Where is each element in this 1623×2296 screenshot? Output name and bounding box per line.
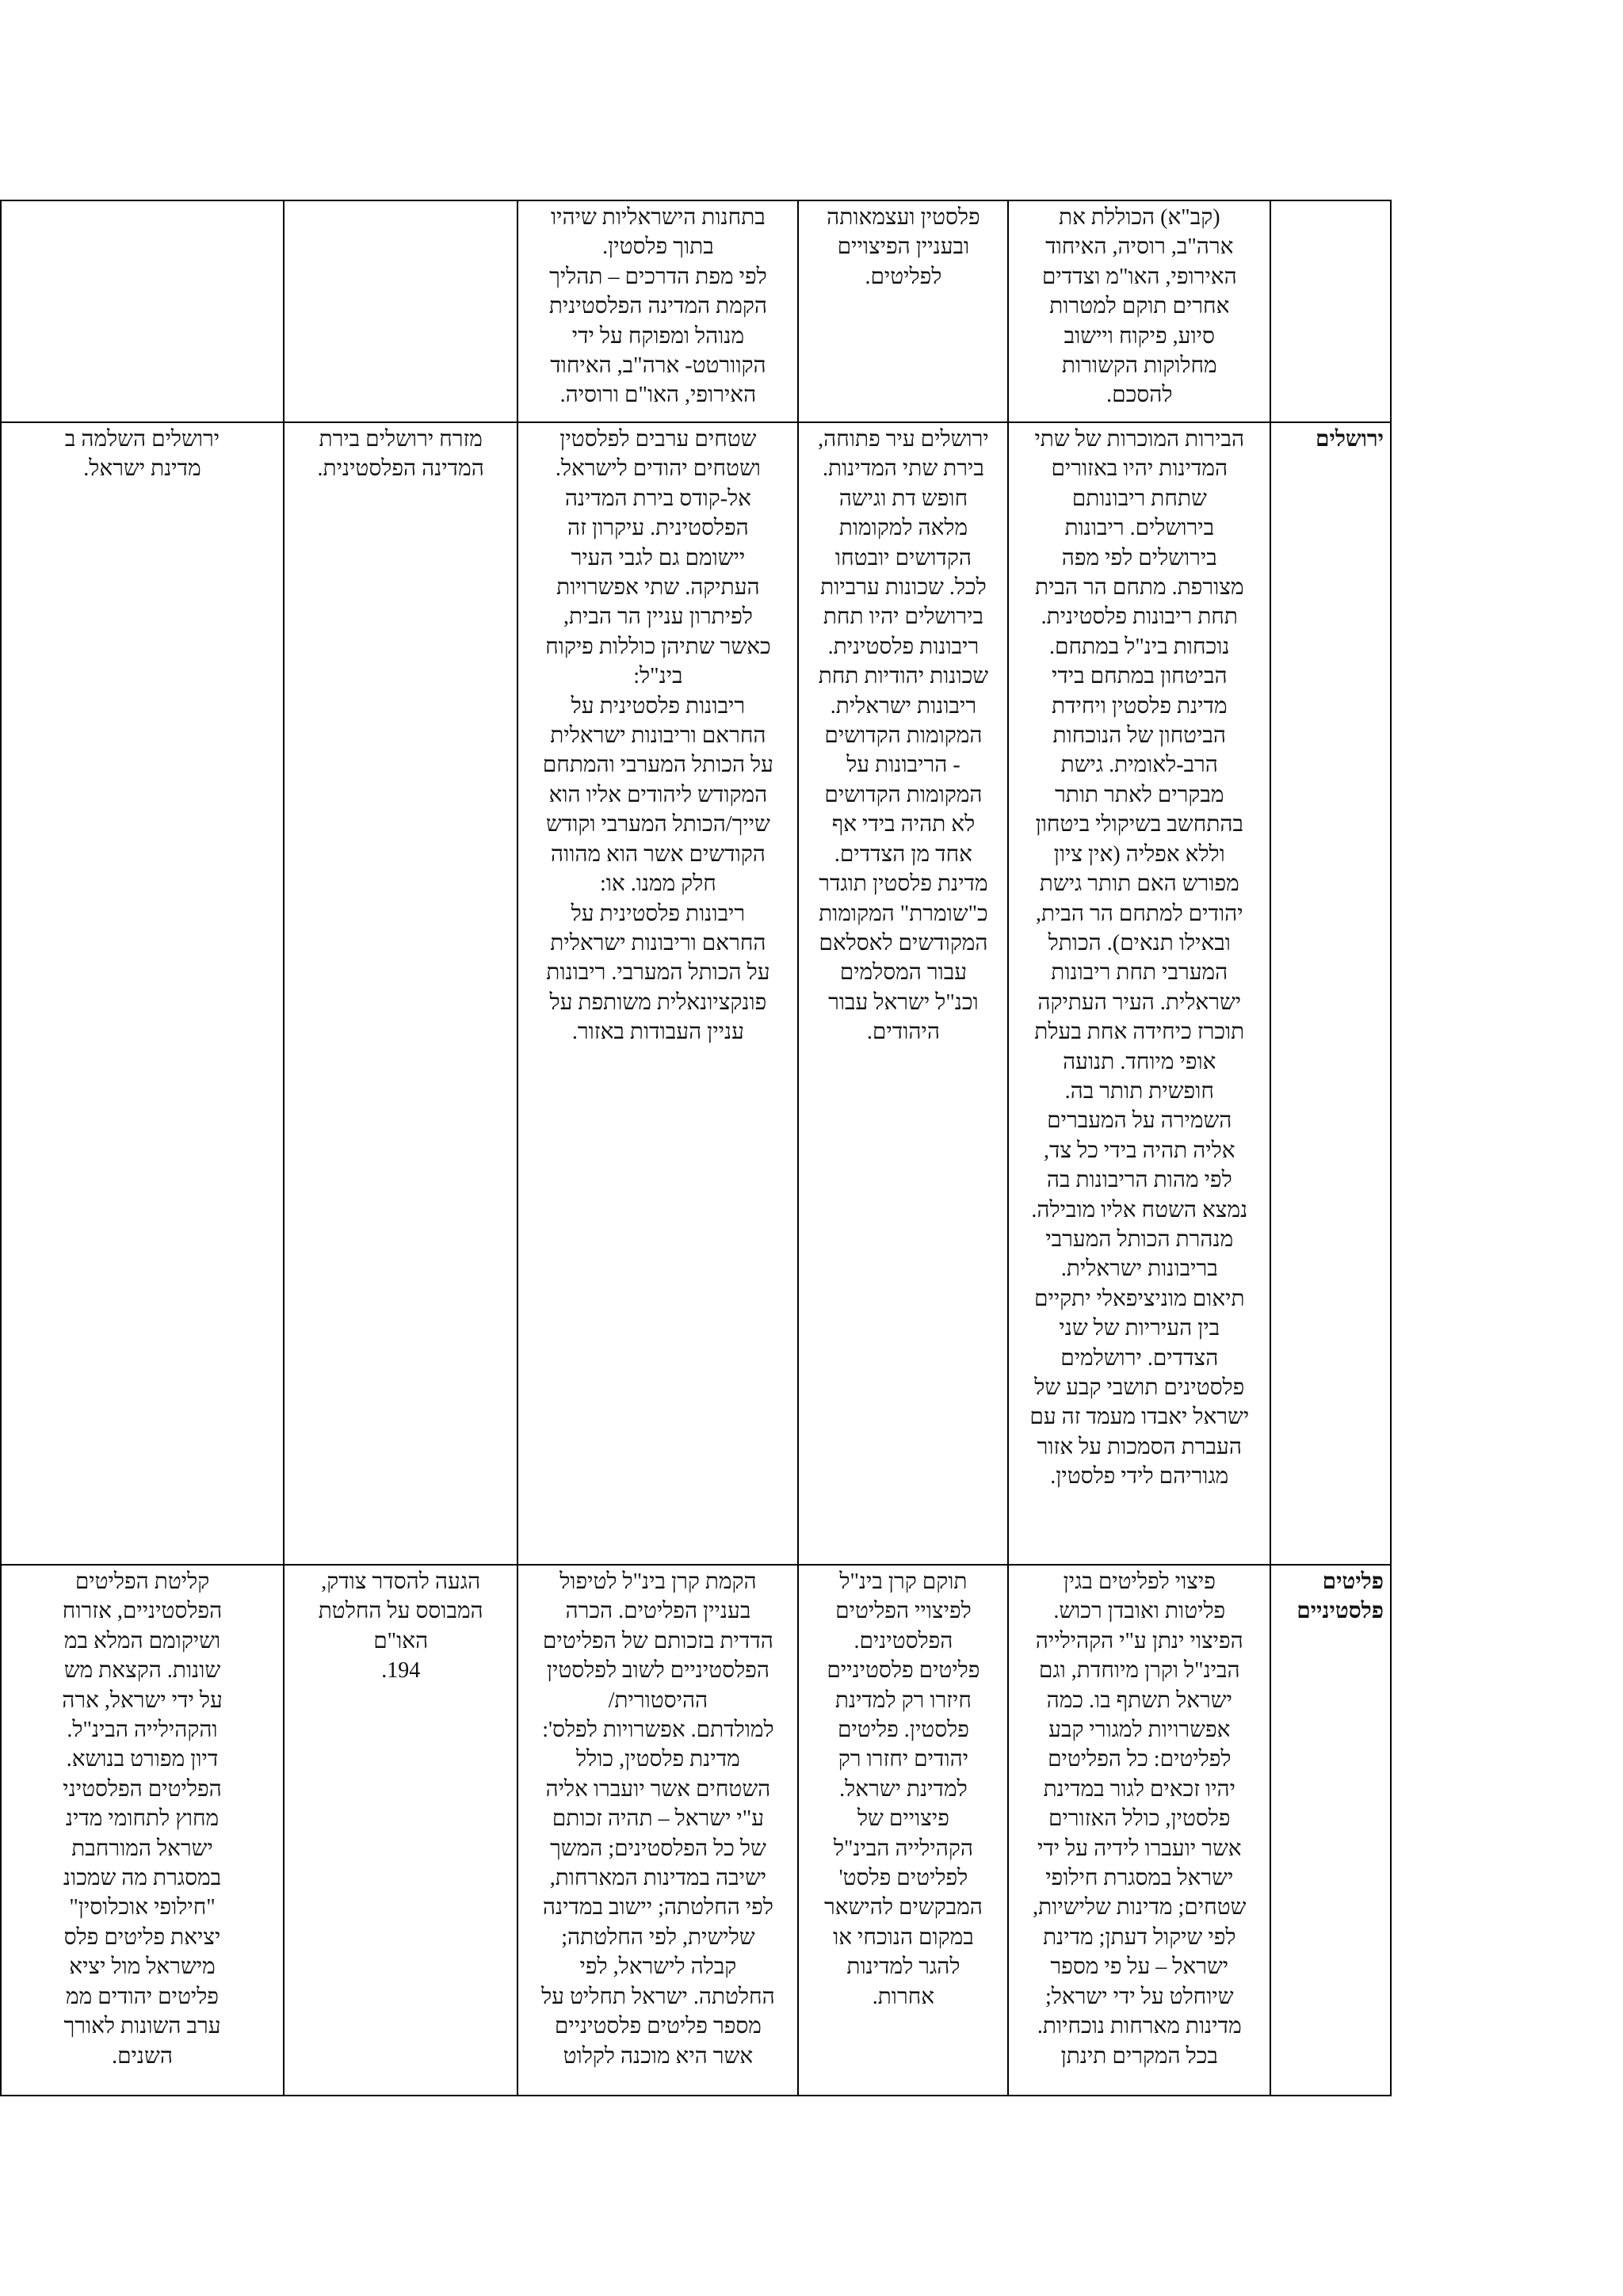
table-cell: פיצוי לפליטים בגין פליטות ואובדן רכוש. הפיצוי ינתן ע"י הקהילייה הבינ"ל וקרן מיוחדת, וגם ישראל תשתף בו. כמה אפשרויות למגורי קבע לפליטים: כל הפליטים יהיו זכאים לגור במדינת פלסטין, כולל האזורים אשר יועברו לידיה על ידי ישראל במסגרת חילופי שטחים; מדינות שלישיות, לפי שיקול דעתן; מדינת ישראל – על פי מספר שיוחלט על ידי ישראל; מדינות מארחות נוכחיות. בכל המקרים תינתן [1008, 1565, 1270, 2096]
comparison-table [0, 200, 1392, 2096]
row-topic: ירושלים [1270, 422, 1391, 1565]
row-topic [1270, 200, 1391, 422]
table-cell [284, 200, 517, 422]
table-cell: פלסטין ועצמאותה ובעניין הפיצויים לפליטים. [798, 200, 1008, 422]
table-cell: הבירות המוכרות של שתי המדינות יהיו באזורים שתחת ריבונותם בירושלים. ריבונות בירושלים לפי מפה מצורפת. מתחם הר הבית תחת ריבונות פלסטינית. נוכחות בינ"ל במתחם. הביטחון במתחם בידי מדינת פלסטין ויחידת הביטחון של הנוכחות הרב-לאומית. גישת מבקרים לאתר תותר בהתחשב בשיקולי ביטחון וללא אפליה (אין ציון מפורש האם תותר גישת יהודים למתחם הר הבית, ובאילו תנאים). הכותל המערבי תחת ריבונות ישראלית. העיר העתיקה תוכרז כיחידה אחת בעלת אופי מיוחד. תנועה חופשית תותר בה. השמירה על המעברים אליה תהיה בידי כל צד, לפי מהות הריבונות בה נמצא השטח אליו מובילה. מנהרת הכותל המערבי בריבונות ישראלית. תיאום מוניציפאלי יתקיים בין העיריות של שני הצדדים. ירושלמים פלסטינים תושבי קבע של ישראל יאבדו מעמד זה עם העברת הסמכות על אזור מגוריהם לידי פלסטין. [1008, 422, 1270, 1565]
table-row [1, 1565, 1391, 2096]
table-cell: תוקם קרן בינ"ל לפיצויי הפליטים הפלסטינים. פליטים פלסטיניים חיזרו רק למדינת פלסטין. פליטים יהודים יחזרו רק למדינת ישראל. פיצויים של הקהילייה הבינ"ל לפליטים פלסט' המבקשים להישאר במקום הנוכחי או להגר למדינות אחרות. [798, 1565, 1008, 2096]
table-cell: קליטת הפליטים הפלסטיניים, אזרוח ושיקומם המלא במ שונות. הקצאת מש על ידי ישראל, ארה והקהילייה הבינ"ל. דיון מפורט בנושא. הפליטים הפלסטיני מחוץ לתחומי מדינ ישראל המורחבת במסגרת מה שמכונ "חילופי אוכלוסין" יציאת פליטים פלס מישראל מול יציא פליטים יהודים ממ ערב השונות לאורך השנים. [1, 1565, 284, 2096]
table-cell: שטחים ערבים לפלסטין ושטחים יהודים לישראל. אל-קודס בירת המדינה הפלסטינית. עיקרון זה יישומם גם לגבי העיר העתיקה. שתי אפשרויות לפיתרון עניין הר הבית, כאשר שתיהן כוללות פיקוח בינ"ל: ריבונות פלסטינית על החראם וריבונות ישראלית על הכותל המערבי והמתחם המקודש ליהודים אליו הוא שייך/הכותל המערבי וקודש הקודשים אשר הוא מהווה חלק ממנו. או: ריבונות פלסטינית על החראם וריבונות ישראלית על הכותל המערבי. ריבונות פונקציונאלית משותפת על עניין העבודות באזור. [517, 422, 798, 1565]
table-cell: מזרח ירושלים בירת המדינה הפלסטינית. [284, 422, 517, 1565]
table-cell: ירושלים השלמה ב מדינת ישראל. [1, 422, 284, 1565]
table-cell: הגעה להסדר צודק, המבוסס על החלטת האו"ם 194. [284, 1565, 517, 2096]
table-cell: (קב"א) הכוללת את ארה"ב, רוסיה, האיחוד האירופי, האו"מ וצדדים אחרים תוקם למטרות סיוע, פיקוח ויישוב מחלוקות הקשורות להסכם. [1008, 200, 1270, 422]
table-cell: בתחנות הישראליות שיהיו בתוך פלסטין. לפי מפת הדרכים – תהליך הקמת המדינה הפלסטינית מנוהל ומפוקח על ידי הקוורטט- ארה"ב, האיחוד האירופי, האו"ם ורוסיה. [517, 200, 798, 422]
table-row [1, 200, 1391, 422]
table-cell: ירושלים עיר פתוחה, בירת שתי המדינות. חופש דת וגישה מלאה למקומות הקדושים יובטחו לכל. שכונות ערביות בירושלים יהיו תחת ריבונות פלסטינית. שכונות יהודיות תחת ריבונות ישראלית. המקומות הקדושים - הריבונות על המקומות הקדושים לא תהיה בידי אף אחד מן הצדדים. מדינת פלסטין תוגדר כ"שומרת" המקומות המקודשים לאסלאם עבור המסלמים וכנ"ל ישראל עבור היהודים. [798, 422, 1008, 1565]
table-cell: הקמת קרן בינ"ל לטיפול בעניין הפליטים. הכרה הדדית בזכותם של הפליטים הפלסטיניים לשוב לפלסטין ההיסטורית/ למולדתם. אפשרויות לפלס': מדינת פלסטין, כולל השטחים אשר יועברו אליה ע"י ישראל – תהיה זכותם של כל הפלסטינים; המשך ישיבה במדינות המארחות, לפי החלטתה; יישוב במדינה שלישית, לפי החלטתה; קבלה לישראל, לפי החלטתה. ישראל תחליט על מספר פליטים פלסטיניים אשר היא מוכנה לקלוט [517, 1565, 798, 2096]
table-row [1, 422, 1391, 1565]
table-cell [1, 200, 284, 422]
row-topic: פליטים פלסטיניים [1270, 1565, 1391, 2096]
